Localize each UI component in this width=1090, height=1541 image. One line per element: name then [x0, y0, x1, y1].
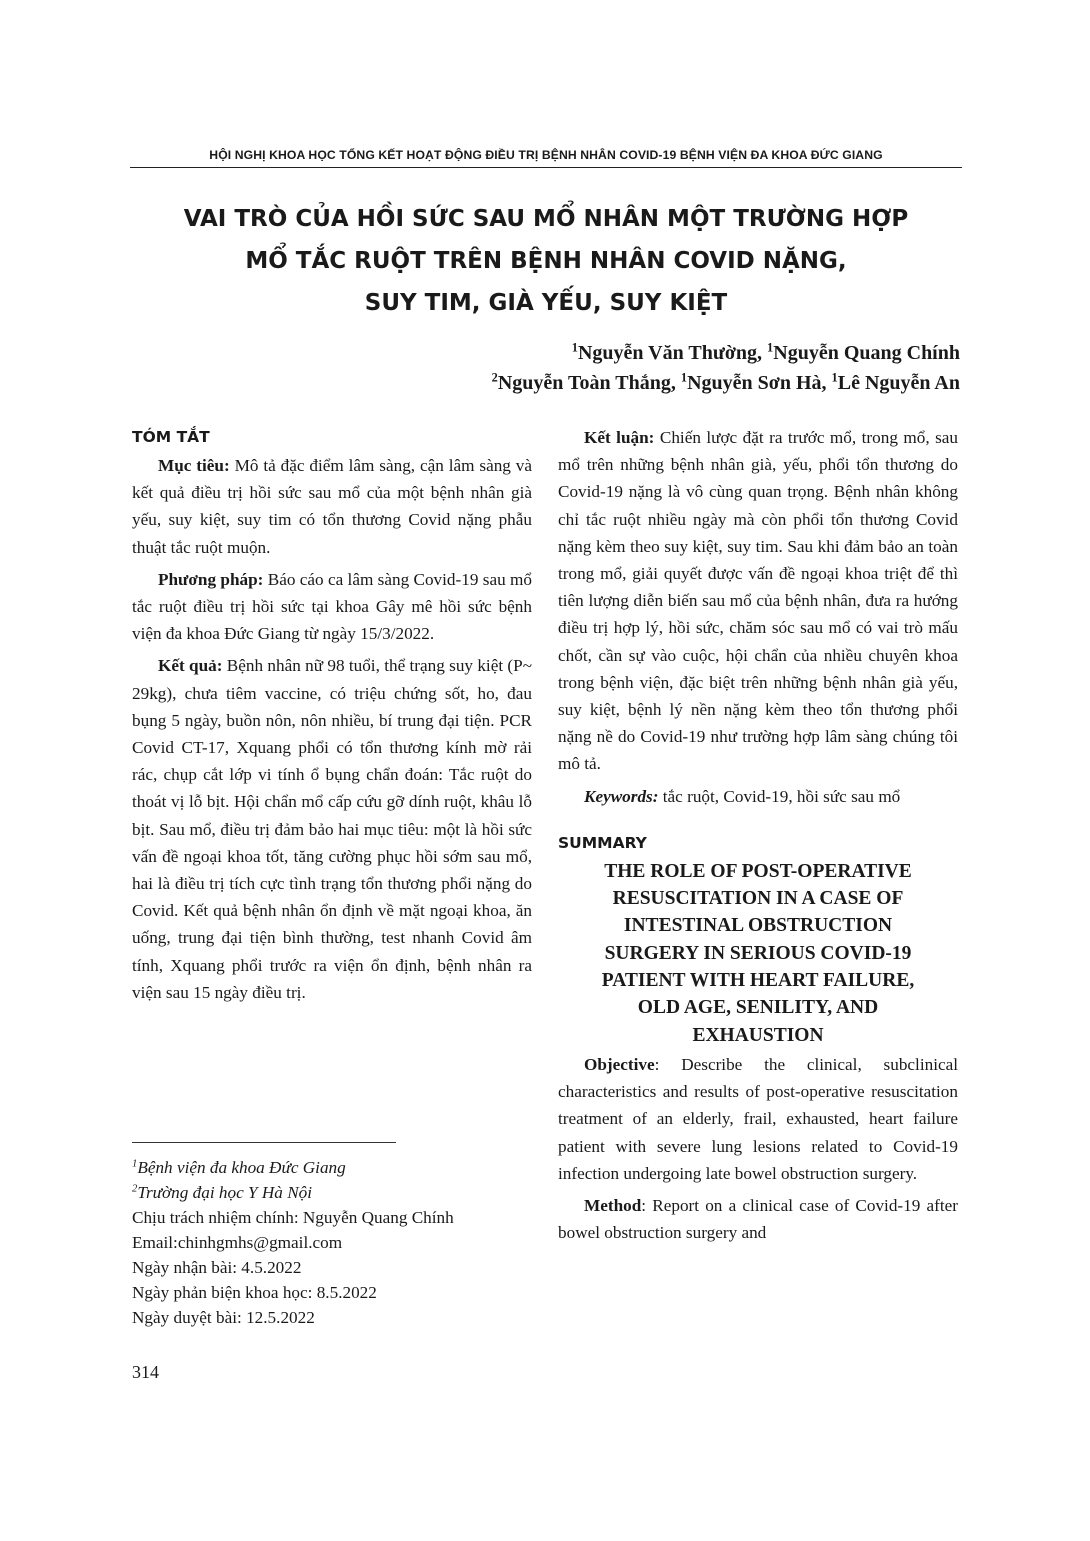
- english-title-line: RESUSCITATION IN A CASE OF: [612, 888, 904, 910]
- keywords: [558, 783, 958, 810]
- english-title-line: INTESTINAL OBSTRUCTION: [623, 915, 893, 937]
- english-title-line: OLD AGE, SENILITY, AND: [637, 997, 879, 1019]
- affiliation-mark: 1: [571, 340, 578, 355]
- title-line: MỔ TẮC RUỘT TRÊN BỆNH NHÂN COVID NẶNG,: [245, 248, 847, 274]
- paragraph-label: Kết quả:: [158, 656, 223, 676]
- author-name: Nguyễn Toàn Thắng,: [497, 372, 681, 394]
- summary-objective: [558, 1051, 958, 1187]
- running-header: HỘI NGHỊ KHOA HỌC TỔNG KẾT HOẠT ĐỘNG ĐIỀU TRỊ BỆNH NHÂN COVID-19 BỆNH VIỆN ĐA KHOA ĐỨC GIANG: [209, 148, 883, 162]
- article-title: [130, 198, 962, 324]
- contact-email: Email:chinhgmhs@gmail.com: [132, 1233, 343, 1252]
- abstract-conclusion: [558, 424, 958, 778]
- paragraph-label: Objective: [584, 1054, 655, 1074]
- author-list: [492, 338, 960, 398]
- affiliation-mark: 1: [132, 1158, 138, 1170]
- summary-method: [558, 1192, 958, 1246]
- summary-heading: SUMMARY: [558, 833, 647, 852]
- paragraph-text: Mô tả đặc điểm lâm sàng, cận lâm sàng và kết quả điều trị hồi sức sau mổ của một bệnh nhân già yếu, suy kiệt, suy tim có tổn thương Covid nặng phẫu thuật tắc ruột muộn.: [132, 456, 532, 557]
- author-name: Nguyễn Văn Thường,: [577, 342, 768, 364]
- paragraph-label: Phương pháp:: [158, 569, 264, 589]
- affiliation-mark: 2: [132, 1183, 138, 1195]
- english-title-line: PATIENT WITH HEART FAILURE,: [601, 970, 915, 992]
- affiliation-2: $^2$Trường đại học Y Hà Nội: [132, 1183, 313, 1202]
- author-line: [492, 338, 960, 368]
- paragraph-label: Kết luận:: [584, 428, 655, 447]
- abstract-objective: [132, 452, 532, 561]
- paragraph-label: Method: [584, 1195, 642, 1215]
- abstract-results: [132, 652, 532, 1006]
- received-date: Ngày nhận bài: 4.5.2022: [132, 1258, 302, 1277]
- left-column: [132, 424, 532, 1011]
- affiliation-mark: 1: [767, 340, 774, 355]
- paragraph-text: : Describe the clinical, subclinical characteristics and results of post-operative resuscitation treatment of an elderly, frail, exhausted, heart failure patient with severe lung lesions related to Covid-19 infection undergoing late bowel obstruction surgery.: [558, 1054, 958, 1183]
- accepted-date: Ngày duyệt bài: 12.5.2022: [132, 1308, 315, 1327]
- footnote-rule: [132, 1142, 396, 1143]
- paragraph-label: Mục tiêu:: [158, 456, 230, 475]
- right-column: [558, 424, 958, 1251]
- english-title-line: SURGERY IN SERIOUS COVID-19: [604, 942, 912, 964]
- paragraph-text: Chiến lược đặt ra trước mổ, trong mổ, sau mổ trên những bệnh nhân già, yếu, phổi tổn thương do Covid-19 nặng là vô cùng quan trọng. Bệnh nhân không chỉ tắc ruột nhiều ngày mà còn phổi tổn thương Covid nặng kèm theo suy kiệt, suy tim. Sau khi đảm bảo an toàn trong mổ, giải quyết được vấn đề ngoại khoa triệt để thì tiên lượng diễn biến sau mổ của bệnh nhân, đưa ra hướng điều trị hợp lý, hồi sức, chăm sóc sau mổ có vai trò mấu chốt, cần sự vào cuộc, hội chẩn của nhiều chuyên khoa trong bệnh viện, đặc biệt trên những bệnh nhân già yếu, suy kiệt, bệnh lý nền nặng kèm theo tổn thương phổi nặng nề do Covid-19 như trường hợp lâm sàng chúng tôi mô tả.: [558, 428, 958, 774]
- page-number: 314: [132, 1362, 159, 1382]
- paragraph-text: Bệnh nhân nữ 98 tuổi, thể trạng suy kiệt (P~ 29kg), chưa tiêm vaccine, có triệu chứng sốt, ho, đau bụng 5 ngày, buồn nôn, nôn nhiều, bí trung đại tiện. PCR Covid CT-17, Xquang phổi có tổn thương kính mờ rải rác, chụp cắt lớp vi tính ổ bụng chẩn đoán: Tắc ruột do thoát vị lỗ bịt. Hội chẩn mổ cấp cứu gỡ dính ruột, khâu lỗ bịt. Sau mổ, điều trị đảm bảo hai mục tiêu: một là hồi sức vấn đề ngoại khoa tốt, tăng cường phục hồi sớm sau mổ, hai là điều trị tích cực tình trạng tổn thương phổi nặng do Covid. Kết quả bệnh nhân ổn định về mặt ngoại khoa, ăn uống, trung đại tiện bình thường, test nhanh Covid âm tính, Xquang phổi trước ra viện ổn định, bệnh nhân ra viện sau 15 ngày điều trị.: [132, 656, 533, 1002]
- corresponding-author: Chịu trách nhiệm chính: Nguyễn Quang Chính: [132, 1208, 454, 1227]
- keywords-text: tắc ruột, Covid-19, hồi sức sau mổ: [658, 786, 901, 806]
- review-date: Ngày phản biện khoa học: 8.5.2022: [132, 1283, 377, 1302]
- abstract-heading: TÓM TẮT: [132, 428, 210, 446]
- author-name: Nguyễn Quang Chính: [773, 342, 960, 364]
- title-line: VAI TRÒ CỦA HỒI SỨC SAU MỔ NHÂN MỘT TRƯỜNG HỢP: [183, 206, 909, 232]
- author-name: Nguyễn Sơn Hà,: [687, 372, 832, 394]
- author-name: Lê Nguyễn An: [837, 372, 960, 394]
- english-title: [558, 858, 958, 1049]
- paragraph-text: Báo cáo ca lâm sàng Covid-19 sau mổ tắc ruột điều trị hồi sức tại khoa Gây mê hồi sức bệnh viện đa khoa Đức Giang từ ngày 15/3/2022.: [132, 569, 532, 644]
- english-title-line: EXHAUSTION: [692, 1024, 824, 1046]
- title-line: SUY TIM, GIÀ YẾU, SUY KIỆT: [364, 290, 728, 316]
- affiliation-mark: 1: [680, 370, 688, 385]
- affiliation-mark: 2: [491, 370, 498, 385]
- header-rule: [130, 167, 962, 168]
- abstract-method: [132, 566, 532, 648]
- english-title-line: THE ROLE OF POST-OPERATIVE: [604, 860, 912, 882]
- paragraph-text: : Report on a clinical case of Covid-19 after bowel obstruction surgery and: [558, 1195, 958, 1243]
- affiliation-1: $^1$Bệnh viện đa khoa Đức Giang: [132, 1158, 346, 1177]
- footnotes: [132, 1155, 532, 1330]
- keywords-label: Keywords:: [584, 786, 659, 806]
- affiliation-mark: 1: [831, 370, 838, 385]
- author-line: [492, 368, 960, 398]
